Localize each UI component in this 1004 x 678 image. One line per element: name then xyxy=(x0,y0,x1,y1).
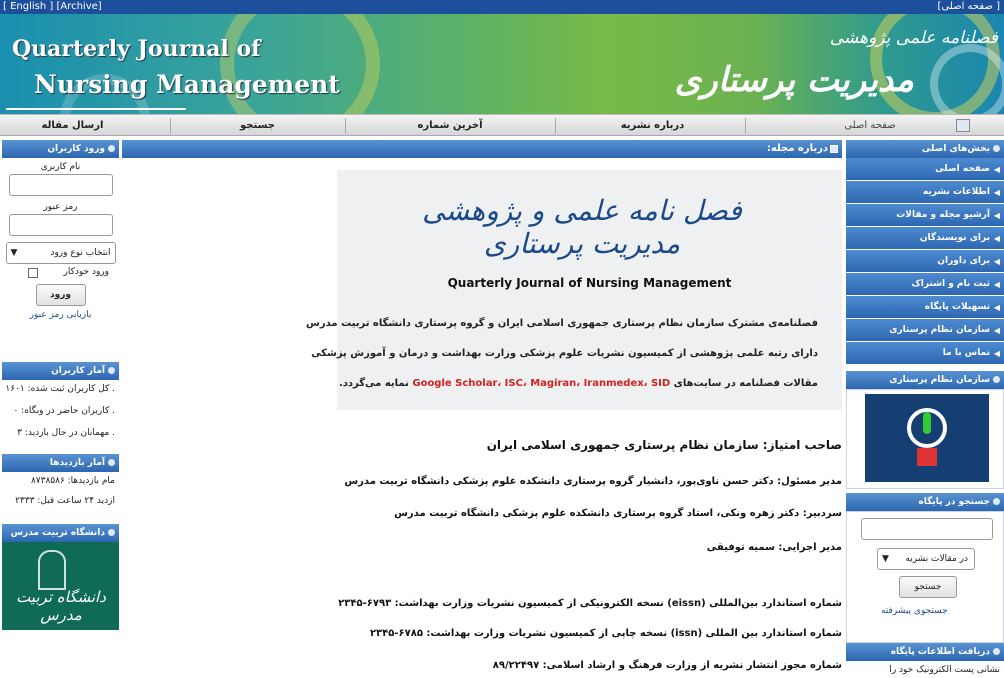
stat-registered: . کل کاربران ثبت شده: ۱۶۰۱ xyxy=(5,384,115,394)
newsletter-box xyxy=(846,661,1004,675)
banner-underline xyxy=(6,108,186,110)
editor-line: سردبیر: دکتر زهره ونکی، استاد گروه پرستاری دانشکده علوم پزشکی دانشگاه تربیت مدرس xyxy=(394,508,842,519)
bullet-icon xyxy=(108,145,115,152)
stat-guests: . مهمانان در حال بازدید: ۳ xyxy=(17,428,115,438)
auto-login-label: ورود خودکار xyxy=(63,267,109,277)
visit-stats-box xyxy=(2,472,119,520)
arrow-icon: ◀ xyxy=(993,349,1000,358)
main-nav xyxy=(0,114,1004,136)
chevron-down-icon: ▼ xyxy=(882,554,889,564)
auto-login-checkbox[interactable] xyxy=(28,268,38,278)
blank-panel xyxy=(152,170,338,418)
intro-para-3: مقالات فصلنامه در سایت‌های Google Scholar، ISC، Magiran، Iranmedex، SID نمایه می‌گردد. xyxy=(338,378,818,389)
arrow-icon: ◀ xyxy=(993,165,1000,174)
arrow-icon: ◀ xyxy=(993,326,1000,335)
sidebar-item-home[interactable]: ◀ صفحه اصلی xyxy=(846,158,1004,181)
indexing-sites: Google Scholar، ISC، Magiran، Iranmedex، SID xyxy=(412,378,671,389)
password-label: رمز عبور xyxy=(43,202,78,212)
university-logo-text: دانشگاه تربیت مدرس xyxy=(16,588,106,624)
login-box xyxy=(2,158,119,354)
right-sidebar xyxy=(846,140,1004,675)
login-button[interactable]: ورود xyxy=(36,284,86,306)
home-icon[interactable] xyxy=(956,119,970,132)
banner-title-en-line2: Nursing Management xyxy=(34,70,340,99)
login-box-header: ورود کاربران xyxy=(2,140,119,158)
section-icon xyxy=(830,145,838,153)
director-line: مدیر مسئول: دکتر حسن ناوی‌پور، دانشیار گروه پرستاری دانشکده علوم پزشکی دانشگاه تربیت مدرس xyxy=(344,476,842,487)
sidebar-item-archive[interactable]: ◀ آرشیو مجله و مقالات xyxy=(846,204,1004,227)
banner-swirl xyxy=(220,14,380,114)
nav-about[interactable]: درباره نشریه xyxy=(620,120,685,131)
intro-para-2: دارای رتبه علمی پژوهشی از کمیسیون نشریات علوم پزشکی وزارت بهداشت و درمان و آموزش پزشکی xyxy=(311,348,818,359)
sidebar-item-reviewers[interactable]: ◀ برای داوران xyxy=(846,250,1004,273)
sidebar-item-contact[interactable]: ◀ تماس با ما xyxy=(846,342,1004,365)
bullet-icon xyxy=(993,498,1000,505)
bullet-icon xyxy=(108,529,115,536)
search-button[interactable]: جستجو xyxy=(899,576,957,598)
sidebar-item-authors[interactable]: ◀ برای نویسندگان xyxy=(846,227,1004,250)
journal-title-en: Quarterly Journal of Nursing Management xyxy=(447,276,732,290)
org-header: سازمان نظام پرستاری xyxy=(846,371,1004,389)
top-bar xyxy=(0,0,1004,14)
stat-total-visits: مام بازدیدها: ۸۷۳۸۵۸۶ xyxy=(30,476,115,486)
nursing-org-logo[interactable] xyxy=(865,394,989,482)
sidebar-item-register[interactable]: ◀ ثبت نام و اشتراک xyxy=(846,273,1004,296)
banner-title-fa-line2: مدیریت پرستاری xyxy=(674,60,914,100)
newsletter-text: نشانی پست الکترونیک خود را xyxy=(889,665,1000,675)
sidebar-item-journal-info[interactable]: ◀ اطلاعات نشریه xyxy=(846,181,1004,204)
login-type-select[interactable]: انتخاب نوع ورود ▼ xyxy=(6,242,116,264)
arrow-icon: ◀ xyxy=(993,211,1000,220)
bullet-icon xyxy=(993,145,1000,152)
left-sidebar xyxy=(2,140,119,630)
header-banner xyxy=(0,14,1004,114)
university-logo[interactable] xyxy=(2,542,119,630)
bullet-icon xyxy=(108,459,115,466)
chevron-down-icon: ▼ xyxy=(10,248,18,258)
password-input[interactable] xyxy=(9,214,113,236)
owner-line: صاحب امتیاز: سازمان نظام پرستاری جمهوری اسلامی ایران xyxy=(486,438,842,452)
search-header: جستجو در پایگاه xyxy=(846,493,1004,511)
home-link[interactable]: [صفحه اصلی ] xyxy=(937,1,1000,12)
license-line: شماره مجوز انتشار نشریه از وزارت فرهنگ و ارشاد اسلامی: ۸۹/۲۲۴۹۷ xyxy=(492,660,842,671)
main-header: درباره مجله: xyxy=(122,140,842,158)
nav-latest-issue[interactable]: آخرین شماره xyxy=(417,120,483,131)
sidebar-item-facilities[interactable]: ◀ تسهیلات پایگاه xyxy=(846,296,1004,319)
user-stats-box xyxy=(2,380,119,446)
intro-para-1: فصلنامه‌ی مشترک سازمان نظام پرستاری جمهوری اسلامی ایران و گروه پرستاری دانشگاه تربیت مدرس xyxy=(306,318,818,329)
sidebar-item-nursing-org[interactable]: ◀ سازمان نظام پرستاری xyxy=(846,319,1004,342)
search-box xyxy=(846,511,1004,643)
journal-calligraphy: فصل نامه علمی و پژوهشی مدیریت پرستاری xyxy=(422,194,742,260)
stat-online: . کاربران حاضر در وبگاه: ۰ xyxy=(13,406,115,416)
arrow-icon: ◀ xyxy=(993,234,1000,243)
username-label: نام کاربری xyxy=(40,162,81,172)
nav-search[interactable]: جستجو xyxy=(240,120,275,131)
dome-icon xyxy=(38,550,66,590)
executive-line: مدیر اجرایی: سمیه توفیقی xyxy=(706,542,842,553)
bullet-icon xyxy=(993,648,1000,655)
org-box xyxy=(846,389,1004,489)
bullet-icon xyxy=(993,376,1000,383)
arrow-icon: ◀ xyxy=(993,303,1000,312)
nav-home[interactable]: صفحه اصلی xyxy=(844,120,896,131)
arrow-icon: ◀ xyxy=(993,188,1000,197)
stat-24h-visits: ازدید ۲۴ ساعت قبل: ۲۳۳۳ xyxy=(15,496,115,506)
issn-line: شماره استاندارد بین المللی (issn) نسخه چاپی از کمیسیون نشریات وزارت بهداشت: ۶۷۸۵-۲۳۴۵ xyxy=(369,628,842,639)
sections-header: بخش‌های اصلی xyxy=(846,140,1004,158)
nav-submit-article[interactable]: ارسال مقاله xyxy=(41,120,104,131)
banner-title-fa-line1: فصلنامه علمی پژوهشی xyxy=(829,28,998,48)
arrow-icon: ◀ xyxy=(993,257,1000,266)
visit-stats-header: آمار بازدیدها xyxy=(2,454,119,472)
username-input[interactable] xyxy=(9,174,113,196)
auto-login-row xyxy=(2,264,119,280)
user-stats-header: آمار کاربران xyxy=(2,362,119,380)
recover-password-link[interactable]: بازیابی رمز عبور xyxy=(29,310,92,320)
search-input[interactable] xyxy=(861,518,993,540)
banner-swirl xyxy=(930,44,1004,114)
bullet-icon xyxy=(108,367,115,374)
eissn-line: شماره استاندارد بین‌المللی (eissn) نسخه الکترونیکی از کمیسیون نشریات وزارت بهداشت: ۶۷۹۳-۲۳۴۵ xyxy=(338,598,842,609)
main-content xyxy=(122,158,842,678)
newsletter-header: دریافت اطلاعات پایگاه xyxy=(846,643,1004,661)
university-header: دانشگاه تربیت مدرس xyxy=(2,524,119,542)
language-links[interactable]: [ English ] [Archive] xyxy=(3,1,102,12)
search-scope-select[interactable]: در مقالات نشریه ▼ xyxy=(877,548,975,570)
banner-title-en-line1: Quarterly Journal of xyxy=(12,36,261,62)
advanced-search-link[interactable]: جستجوی پیشرفته xyxy=(881,606,948,616)
arrow-icon: ◀ xyxy=(993,280,1000,289)
